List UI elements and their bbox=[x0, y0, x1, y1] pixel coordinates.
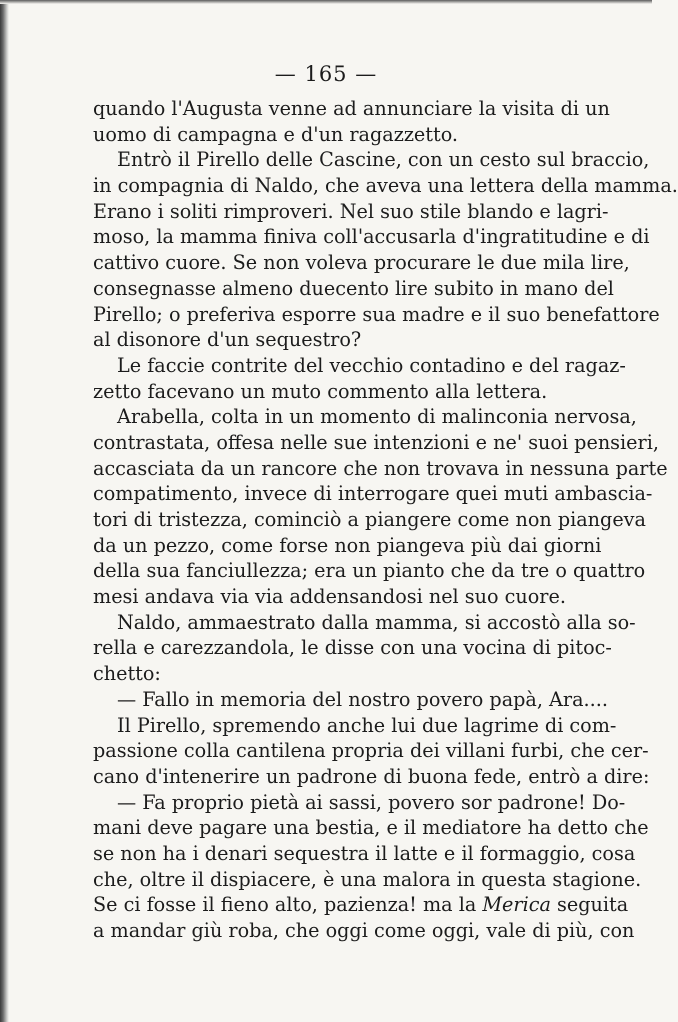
page-top-edge bbox=[0, 0, 652, 4]
text-line: quando l'Augusta venne ad annunciare la visita di un bbox=[93, 97, 610, 120]
text-line: chetto: bbox=[93, 662, 161, 686]
text-line: della sua fanciullezza; era un pianto che da tre o quattro bbox=[93, 559, 646, 583]
text-line: moso, la mamma finiva coll'accusarla d'ingratitudine e di bbox=[93, 225, 650, 249]
text-line: uomo di campagna e d'un ragazzetto. bbox=[93, 122, 459, 146]
text-line: accasciata da un rancore che non trovava in nessuna parte bbox=[93, 456, 668, 480]
text-line: zetto facevano un muto commento alla lettera. bbox=[93, 379, 548, 403]
body-text bbox=[93, 96, 678, 944]
text-line: che, oltre il dispiacere, è una malora in questa stagione. bbox=[93, 867, 642, 891]
text-line: — Fa proprio pietà ai sassi, povero sor padrone! Do- bbox=[117, 790, 626, 814]
text-line: Arabella, colta in un momento di malinconia nervosa, bbox=[117, 405, 637, 429]
text-line: mesi andava via via addensandosi nel suo cuore. bbox=[93, 585, 566, 609]
text-line: Pirello; o preferiva esporre sua madre e il suo benefattore bbox=[93, 302, 660, 326]
text-segment: seguita bbox=[550, 893, 629, 917]
text-line: al disonore d'un sequestro? bbox=[93, 328, 362, 352]
text-line: Il Pirello, spremendo anche lui due lagrime di com- bbox=[117, 713, 617, 737]
text-line: — Fallo in memoria del nostro povero papà, Ara.... bbox=[117, 687, 608, 711]
text-line: cano d'intenerire un padrone di buona fede, entrò a dire: bbox=[93, 764, 650, 788]
text-line bbox=[93, 892, 629, 918]
text-line: Erano i soliti rimproveri. Nel suo stile blando e lagri- bbox=[93, 199, 609, 223]
text-line: cattivo cuore. Se non voleva procurare le due mila lire, bbox=[93, 251, 630, 275]
text-line: a mandar giù roba, che oggi come oggi, vale di più, con bbox=[93, 919, 635, 942]
text-line: consegnasse almeno duecento lire subito in mano del bbox=[93, 276, 614, 300]
text-line: Naldo, ammaestrato dalla mamma, si accostò alla so- bbox=[117, 610, 636, 634]
text-segment: Se ci fosse il fieno alto, pazienza! ma la bbox=[93, 893, 483, 917]
text-line: contrastata, offesa nelle sue intenzioni e ne' suoi pensieri, bbox=[93, 430, 659, 454]
page-left-edge bbox=[0, 0, 9, 1022]
page-number: — 165 — bbox=[274, 62, 378, 86]
text-line: rella e carezzandola, le disse con una vocina di pitoc- bbox=[93, 636, 612, 660]
text-line: mani deve pagare una bestia, e il mediatore ha detto che bbox=[93, 816, 649, 840]
text-line: compatimento, invece di interrogare quei muti ambascia- bbox=[93, 482, 653, 506]
text-line: da un pezzo, come forse non piangeva più dai giorni bbox=[93, 533, 602, 557]
text-line: Entrò il Pirello delle Cascine, con un cesto sul braccio, bbox=[117, 148, 650, 172]
text-line: Le faccie contrite del vecchio contadino e del ragaz- bbox=[117, 353, 626, 377]
text-line: se non ha i denari sequestra il latte e il formaggio, cosa bbox=[93, 841, 636, 865]
text-line: passione colla cantilena propria dei villani furbi, che cer- bbox=[93, 739, 649, 763]
text-line: in compagnia di Naldo, che aveva una lettera della mamma. bbox=[93, 174, 678, 198]
text-line: tori di tristezza, cominciò a piangere come non piangeva bbox=[93, 508, 646, 531]
italic-word: Merica bbox=[482, 893, 551, 917]
